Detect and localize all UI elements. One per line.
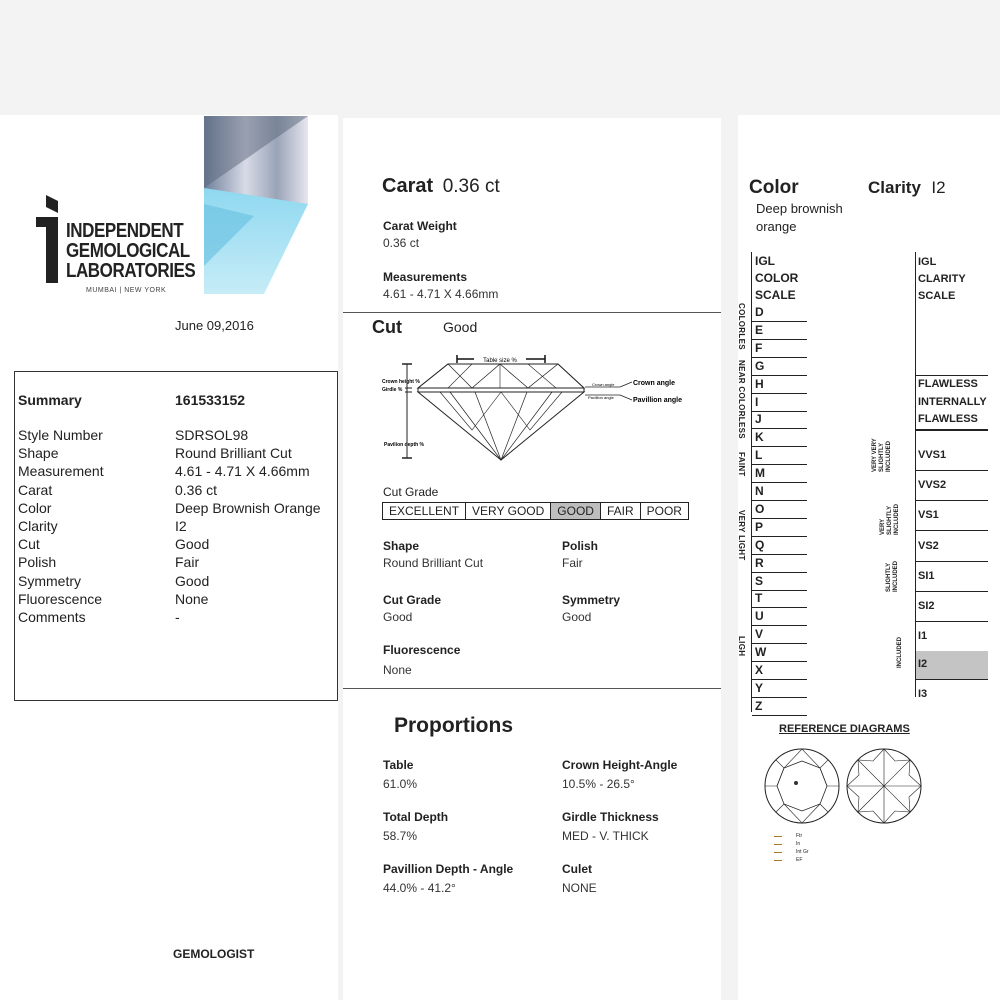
range-very-light: VERY LIGHT [737, 510, 746, 561]
summary-row-value: SDRSOL98 [175, 427, 249, 443]
clarity-grade-cell: I3 [918, 688, 928, 700]
measurements-value: 4.61 - 4.71 X 4.66mm [383, 287, 499, 301]
fluorescence-field [383, 643, 460, 677]
cut-grade-label: Cut Grade [383, 485, 439, 499]
logo-line-2: GEMOLOGICAL [66, 240, 190, 262]
range-vvsi: VERY VERY SLIGHTLY INCLUDED [872, 438, 892, 472]
depth-label: Total Depth [383, 810, 449, 824]
cut-grade-detail-value: Good [383, 610, 413, 624]
color-grade-cell: Y [752, 680, 807, 698]
clarity-grade-cell: VVS2 [916, 472, 988, 501]
cut-grade-option: VERY GOOD [466, 503, 551, 519]
culet-label: Culet [562, 862, 592, 876]
clarity-grade-cell: FLAWLESS [916, 411, 988, 431]
cut-title-value: Good [443, 319, 478, 335]
clarity-title [868, 178, 946, 198]
color-grade-cell: Z [752, 698, 807, 716]
shape-value: Round Brilliant Cut [383, 556, 484, 570]
table-value: 61.0% [383, 777, 418, 791]
clarity-scale-rule [916, 375, 988, 376]
color-scale-title-2: COLOR [755, 271, 799, 285]
summary-row-value: None [175, 590, 209, 607]
measurements-label: Measurements [383, 270, 468, 284]
clarity-grade-cell: I1 [916, 623, 988, 652]
legend-mark-icon [774, 852, 782, 853]
cut-grade-detail-label: Cut Grade [383, 593, 442, 607]
polish-value: Fair [562, 556, 583, 570]
reference-legend-item: EF [796, 857, 803, 863]
depth-field [383, 810, 448, 843]
carat-weight-value: 0.36 ct [383, 236, 420, 250]
summary-row-value: Good [175, 572, 210, 589]
table-size-label: Table size % [483, 358, 517, 364]
pavilion-field [383, 862, 513, 895]
pavilion-angle-small-label: Pavillion angle [588, 395, 614, 400]
girdle-thickness-value: MED - V. THICK [562, 829, 649, 843]
color-grade-cell: N [752, 483, 807, 501]
pavilion-label: Pavillion Depth - Angle [383, 862, 514, 876]
summary-row-value: Deep Brownish Orange [175, 499, 321, 516]
clarity-title-label: Clarity [868, 178, 921, 197]
polish-label: Polish [562, 539, 599, 553]
reference-legend-item: Int Gr [796, 849, 809, 855]
cut-title [372, 317, 478, 338]
carat-title-value: 0.36 ct [442, 176, 500, 197]
cut-grade-field [383, 593, 441, 624]
summary-row-label: Measurement [18, 463, 104, 480]
reference-top-view-icon [763, 747, 841, 825]
color-grade-cell: X [752, 662, 807, 680]
clarity-scale-title-1: IGL [918, 256, 937, 268]
summary-row-label: Cut [18, 536, 40, 553]
logo-mark-icon [34, 195, 64, 285]
color-value-line-2: orange [756, 219, 797, 234]
carat-weight [383, 219, 457, 250]
carat-title [382, 175, 500, 198]
diamond-profile-diagram [380, 350, 700, 465]
color-grade-cell: L [752, 447, 807, 465]
summary-row-label: Polish [18, 554, 57, 571]
summary-row-value: Round Brilliant Cut [175, 445, 292, 462]
summary-row-value: Fair [175, 554, 200, 571]
divider [343, 312, 721, 313]
girdle-label: Girdle % [382, 387, 403, 393]
clarity-grade-cell: SI2 [916, 593, 988, 622]
symmetry-value: Good [562, 610, 592, 624]
cut-grade-option: GOOD [551, 503, 601, 519]
logo-line-3: LABORATORIES [66, 260, 196, 282]
range-faint: FAINT [737, 452, 746, 477]
summary-table [14, 371, 338, 701]
report-date: June 09,2016 [175, 318, 254, 333]
table-field [383, 758, 417, 791]
clarity-grade-cell: I2 [916, 651, 988, 680]
color-grade-cell: V [752, 626, 807, 644]
color-grade-cell: S [752, 573, 807, 591]
range-vsi: VERY SLIGHTLY INCLUDED [880, 504, 900, 535]
legend-mark-icon [774, 836, 782, 837]
carat-weight-label: Carat Weight [383, 219, 457, 233]
logo-locations: MUMBAI | NEW YORK [86, 287, 167, 294]
color-grade-cell: I [752, 394, 807, 412]
logo-line-1: INDEPENDENT [66, 220, 184, 242]
color-grade-cell: D [752, 304, 807, 322]
clarity-grade-cell: INTERNALLY [918, 396, 987, 408]
color-grade-cell: T [752, 590, 807, 608]
hologram-icon [204, 116, 308, 294]
shape-field [383, 539, 483, 570]
summary-row-label: Symmetry [18, 572, 81, 589]
shape-label: Shape [383, 539, 420, 553]
range-included: INCLUDED [897, 637, 903, 668]
crown-angle-small-label: Crown angle [592, 382, 615, 387]
symmetry-field [562, 593, 620, 624]
cut-grade-option: FAIR [601, 503, 641, 519]
clarity-scale-title-3: SCALE [918, 290, 956, 302]
summary-row-label: Fluorescence [18, 590, 103, 607]
table-label: Table [383, 758, 414, 772]
legend-mark-icon [774, 844, 782, 845]
color-grade-cell: K [752, 429, 807, 447]
crown-value: 10.5% - 26.5° [562, 777, 635, 791]
carat-title-label: Carat [382, 175, 434, 197]
summary-row-label: Clarity [18, 518, 58, 534]
gemologist-label: GEMOLOGIST [173, 947, 255, 961]
summary-row-label: Style Number [18, 427, 103, 443]
clarity-title-value: I2 [931, 178, 946, 197]
logo [34, 195, 199, 295]
color-grade-cell: W [752, 644, 807, 662]
summary-row-value: 4.61 - 4.71 X 4.66mm [175, 463, 310, 480]
cut-grade-option: POOR [646, 504, 682, 518]
divider [343, 688, 721, 689]
summary-row-label: Carat [18, 481, 53, 498]
crown-label: Crown Height-Angle [562, 758, 678, 772]
color-title: Color [749, 177, 799, 198]
range-near-colorless: NEAR COLORLESS [737, 360, 746, 439]
color-grade-cell: O [752, 501, 807, 519]
color-grade-cell: U [752, 608, 807, 626]
summary-row-value: I2 [175, 518, 187, 534]
color-grade-cell: Q [752, 537, 807, 555]
reference-legend-item: In [796, 841, 801, 847]
reference-title: REFERENCE DIAGRAMS [779, 723, 910, 735]
polish-field [562, 539, 598, 570]
summary-row-label: Comments [18, 609, 86, 625]
color-grade-cell: P [752, 519, 807, 537]
color-grade-cell: H [752, 376, 807, 394]
pavilion-value: 44.0% - 41.2° [383, 881, 456, 895]
cut-grade-scale [382, 502, 689, 520]
cut-title-label: Cut [372, 317, 402, 337]
summary-row-value: 0.36 ct [175, 481, 218, 498]
summary-row-label: Shape [18, 445, 59, 462]
symmetry-label: Symmetry [562, 593, 621, 607]
reference-legend-item: Ftr [796, 833, 803, 839]
proportions-title: Proportions [394, 714, 513, 737]
color-scale-title-1: IGL [755, 254, 775, 268]
range-light: LIGH [737, 636, 746, 657]
range-si: SLIGHTLY INCLUDED [886, 561, 899, 592]
fluorescence-value: None [383, 663, 412, 677]
color-grade-cell: G [752, 358, 807, 376]
summary-row-label: Color [18, 499, 52, 516]
legend-mark-icon [774, 860, 782, 861]
summary-heading: Summary [18, 392, 82, 408]
clarity-grade-cell: VS1 [916, 502, 988, 531]
color-value-line-1: Deep brownish [756, 201, 843, 216]
report-number: 161533152 [175, 392, 246, 408]
girdle-field [562, 810, 659, 843]
measurements [383, 270, 498, 301]
color-grade-cell: M [752, 465, 807, 483]
color-grade-cell: J [752, 411, 807, 429]
crown-height-label: Crown height % [382, 379, 420, 385]
cut-grade-option: EXCELLENT [383, 503, 466, 519]
crown-angle-label: Crown angle [633, 380, 676, 387]
clarity-grade-cell: VS2 [916, 533, 988, 562]
summary-row-value: Good [175, 536, 210, 553]
pavilion-depth-label: Pavilion depth % [384, 442, 425, 448]
culet-value: NONE [562, 881, 597, 895]
color-grade-cell: R [752, 555, 807, 573]
clarity-grade-cell: VVS1 [916, 442, 988, 471]
color-grade-cell: F [752, 340, 807, 358]
reference-bottom-view-icon [845, 747, 923, 825]
range-colorles: COLORLES [737, 303, 746, 350]
fluorescence-label: Fluorescence [383, 643, 461, 657]
culet-field [562, 862, 597, 895]
color-scale-title-3: SCALE [755, 288, 796, 302]
color-grade-cell: E [752, 322, 807, 340]
clarity-grade-scale [916, 375, 988, 705]
girdle-thickness-label: Girdle Thickness [562, 810, 659, 824]
pavilion-angle-label: Pavillion angle [633, 397, 683, 404]
clarity-scale-title-2: CLARITY [918, 273, 966, 285]
depth-value: 58.7% [383, 829, 418, 843]
summary-row-value: - [175, 609, 180, 625]
clarity-grade-cell: FLAWLESS [918, 378, 978, 390]
crown-field [562, 758, 677, 791]
clarity-grade-cell: SI1 [916, 563, 988, 592]
